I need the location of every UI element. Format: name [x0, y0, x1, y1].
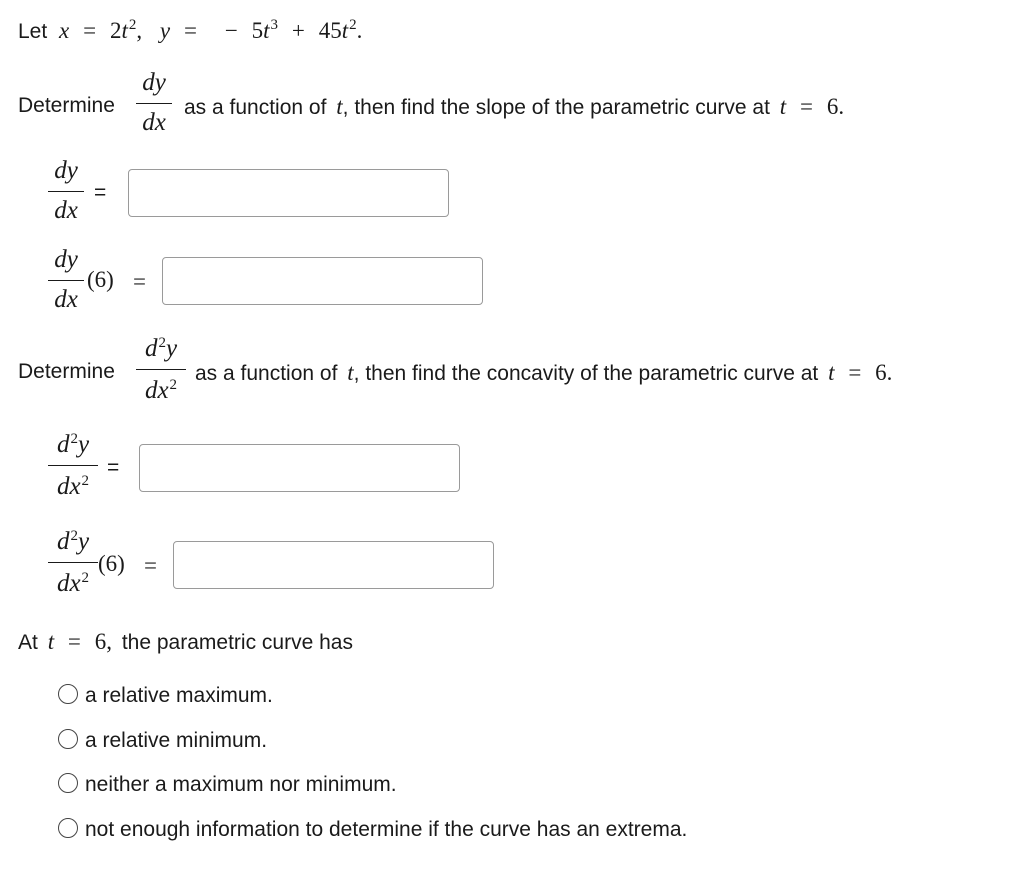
x-exponent: 2 [128, 17, 137, 33]
part1-text: as a function of [184, 96, 327, 119]
equals-sign: = [94, 181, 107, 204]
comma: , [136, 18, 143, 43]
d2ydx2-input[interactable] [139, 444, 460, 492]
fraction-denominator: dx [54, 197, 78, 224]
fraction-d: d [144, 335, 158, 362]
fraction-y: y [77, 431, 90, 458]
fraction-denominator: dx [54, 286, 78, 313]
fraction-denominator [48, 571, 98, 596]
equals-sign: = [83, 18, 97, 43]
fraction-y: y [165, 335, 178, 362]
evaluation-argument: (6) [87, 267, 114, 292]
fraction-exponent: 2 [70, 528, 78, 544]
fraction-bar [136, 103, 172, 104]
fraction-bar [48, 191, 84, 192]
fraction-exponent: 2 [169, 377, 178, 393]
period: . [356, 18, 363, 43]
x-t-variable: t [121, 18, 128, 43]
option-label-relative-minimum[interactable]: a relative minimum. [85, 729, 268, 752]
dydx-input[interactable] [128, 169, 449, 217]
equals-sign: = [133, 269, 146, 294]
fraction-numerator: dy [142, 69, 166, 96]
y-t-variable-1: t [263, 18, 270, 43]
equals-sign: = [183, 18, 197, 43]
part1-description [184, 95, 844, 120]
fraction-exponent: 2 [158, 335, 166, 351]
t-variable: t [347, 360, 354, 385]
fraction-exponent: 2 [81, 473, 90, 489]
fraction-numerator: dy [54, 157, 78, 184]
part2-fraction [136, 332, 186, 410]
equals-sign: = [848, 360, 862, 385]
fraction-dx: dx [56, 473, 81, 500]
option-label-not-enough-information[interactable]: not enough information to determine if the curve has an extrema. [85, 818, 688, 841]
y-coefficient-2: 45 [318, 18, 342, 43]
part2-text-2: , then find the concavity of the parametric curve at [353, 362, 819, 385]
fraction-denominator [48, 474, 98, 499]
answer2-fraction [48, 247, 84, 317]
t-variable: t [779, 94, 787, 119]
fraction-dx: dx [56, 570, 81, 597]
part1-determine: Determine [18, 94, 115, 117]
fraction-denominator: dx [142, 109, 166, 136]
x-variable: x [59, 18, 70, 43]
equals-sign: = [800, 94, 813, 119]
t-value: 6. [826, 94, 845, 119]
fraction-d: d [56, 431, 70, 458]
radio-relative-maximum[interactable] [58, 684, 78, 704]
question3-text: the parametric curve has [121, 631, 353, 654]
d2ydx2-at-6-input[interactable] [173, 541, 494, 589]
equals-sign: = [67, 629, 81, 654]
y-variable: y [159, 18, 171, 43]
t-value: 6. [875, 360, 893, 385]
t-variable: t [828, 360, 835, 385]
let-word: Let [18, 20, 48, 43]
fraction-bar [48, 465, 98, 466]
x-coefficient: 2 [109, 18, 122, 43]
fraction-bar [48, 280, 84, 281]
plus-sign: + [291, 18, 305, 43]
option-label-relative-maximum[interactable]: a relative maximum. [85, 684, 273, 707]
fraction-dx: dx [144, 377, 169, 404]
fraction-d: d [56, 528, 70, 555]
radio-not-enough-information[interactable] [58, 818, 78, 838]
answer3-fraction [48, 428, 98, 506]
part2-description [195, 361, 892, 386]
problem-statement [18, 19, 362, 47]
fraction-exponent: 2 [70, 431, 78, 447]
option-label-neither[interactable]: neither a maximum nor minimum. [85, 773, 397, 796]
fraction-numerator [48, 529, 98, 554]
t-value: 6, [94, 629, 112, 654]
dydx-at-6-input[interactable] [162, 257, 483, 305]
answer4-fraction [48, 525, 98, 603]
y-exponent-2: 2 [349, 17, 357, 33]
radio-neither[interactable] [58, 773, 78, 793]
t-variable: t [336, 94, 343, 119]
part2-text: as a function of [195, 362, 338, 385]
answer1-fraction [48, 158, 84, 228]
radio-relative-minimum[interactable] [58, 729, 78, 749]
y-exponent-1: 3 [270, 17, 279, 33]
question3-prompt [18, 630, 353, 655]
evaluation-argument: (6) [98, 551, 125, 576]
y-coefficient-1: 5 [251, 18, 264, 43]
y-t-variable-2: t [341, 18, 349, 43]
fraction-numerator [136, 336, 186, 361]
minus-sign: − [224, 18, 238, 43]
at-word: At [18, 631, 38, 654]
fraction-numerator: dy [54, 246, 78, 273]
fraction-denominator [136, 378, 186, 403]
fraction-bar [48, 562, 98, 563]
fraction-numerator [48, 432, 98, 457]
fraction-y: y [77, 528, 90, 555]
part1-text-2: , then find the slope of the parametric curve at [342, 96, 770, 119]
part1-fraction [136, 70, 172, 140]
t-variable: t [47, 629, 55, 654]
fraction-exponent: 2 [81, 570, 90, 586]
equals-sign: = [107, 456, 120, 479]
fraction-bar [136, 369, 186, 370]
equals-sign: = [144, 553, 157, 578]
part2-determine: Determine [18, 360, 115, 383]
